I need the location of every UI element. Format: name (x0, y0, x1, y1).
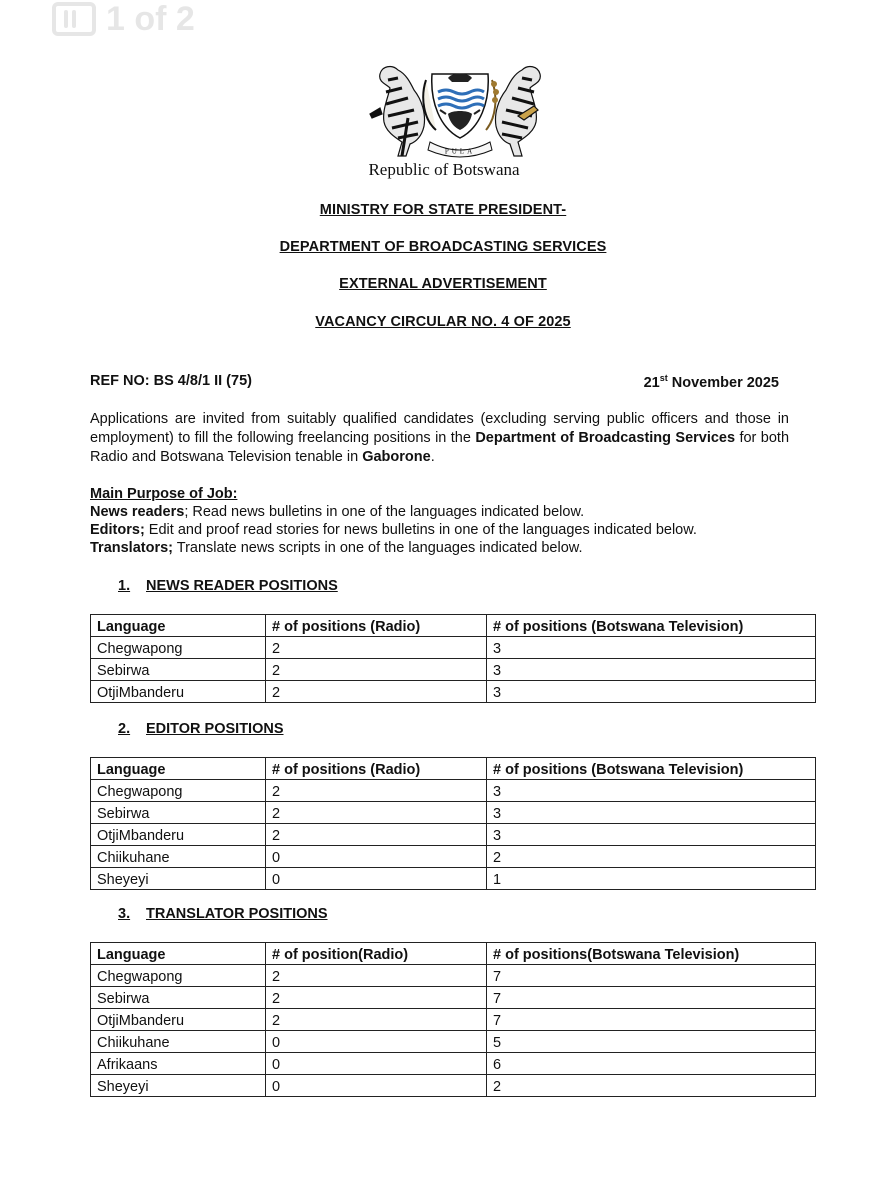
pages-icon (52, 2, 96, 36)
table-row (91, 659, 816, 681)
table-cell: 2 (266, 681, 487, 703)
city-name: Gaborone (362, 449, 431, 465)
advert-type-heading: EXTERNAL ADVERTISEMENT (339, 276, 547, 292)
table-cell: 2 (266, 780, 487, 802)
table-row (91, 1009, 816, 1031)
table-header-row (91, 758, 816, 780)
table-cell: 2 (266, 1009, 487, 1031)
table-cell: OtjiMbanderu (91, 1009, 266, 1031)
table-cell: 0 (266, 1053, 487, 1075)
purpose-item: Editors; Edit and proof read stories for news bulletins in one of the languages indicated below. (90, 522, 697, 538)
table-cell: 0 (266, 868, 487, 890)
news-reader-table (90, 614, 816, 703)
table-cell: 3 (487, 659, 816, 681)
table-cell: 5 (487, 1031, 816, 1053)
circular-heading: VACANCY CIRCULAR NO. 4 OF 2025 (315, 314, 571, 330)
table-cell: 2 (266, 987, 487, 1009)
table-cell: 2 (266, 637, 487, 659)
section-title: 1. NEWS READER POSITIONS (118, 578, 338, 594)
table-cell: Sheyeyi (91, 1075, 266, 1097)
table-cell: Chegwapong (91, 780, 266, 802)
table-cell: Sheyeyi (91, 868, 266, 890)
table-cell: Afrikaans (91, 1053, 266, 1075)
table-row (91, 780, 816, 802)
table-header-row (91, 943, 816, 965)
table-cell: Sebirwa (91, 987, 266, 1009)
column-header: # of position(Radio) (266, 943, 487, 965)
table-cell: 0 (266, 1031, 487, 1053)
table-cell: OtjiMbanderu (91, 681, 266, 703)
reference-number: REF NO: BS 4/8/1 II (75) (90, 373, 252, 389)
page-indicator-text: 1 of 2 (106, 0, 195, 38)
table-cell: Chegwapong (91, 637, 266, 659)
table-row (91, 681, 816, 703)
table-cell: Chiikuhane (91, 846, 266, 868)
column-header: # of positions (Radio) (266, 615, 487, 637)
table-cell: 2 (266, 659, 487, 681)
column-header: # of positions (Botswana Television) (487, 758, 816, 780)
purpose-item: Translators; Translate news scripts in one of the languages indicated below. (90, 540, 583, 556)
reference-row (90, 373, 779, 391)
column-header: # of positions (Botswana Television) (487, 615, 816, 637)
table-cell: 3 (487, 824, 816, 846)
intro-paragraph: Applications are invited from suitably qualified candidates (excluding serving public officers and those in employment) to fill the following freelancing positions in the Department of Broadcasting Services for both Radio and Botswana Television tenable in Gaborone. (90, 411, 790, 465)
table-row (91, 824, 816, 846)
motto-text: PULA (444, 147, 476, 156)
section-title: 3. TRANSLATOR POSITIONS (118, 906, 328, 922)
table-cell: Chiikuhane (91, 1031, 266, 1053)
table-cell: 7 (487, 987, 816, 1009)
purpose-item: News readers; Read news bulletins in one of the languages indicated below. (90, 504, 585, 520)
table-cell: 0 (266, 1075, 487, 1097)
ministry-heading: MINISTRY FOR STATE PRESIDENT- (319, 202, 567, 218)
table-row (91, 1075, 816, 1097)
table-cell: OtjiMbanderu (91, 824, 266, 846)
country-name: Republic of Botswana (368, 160, 520, 179)
job-purpose (90, 485, 810, 557)
table-cell: 2 (487, 1075, 816, 1097)
circular-date: 21st November 2025 (643, 373, 779, 391)
table-cell: Sebirwa (91, 802, 266, 824)
translator-table (90, 942, 816, 1097)
page-indicator (52, 0, 195, 38)
purpose-heading: Main Purpose of Job: (90, 486, 238, 502)
section-title: 2. EDITOR POSITIONS (118, 721, 284, 737)
table-row (91, 1031, 816, 1053)
table-cell: 2 (266, 824, 487, 846)
column-header: # of positions (Radio) (266, 758, 487, 780)
table-row (91, 802, 816, 824)
table-cell: Sebirwa (91, 659, 266, 681)
editor-table (90, 757, 816, 890)
column-header: Language (91, 943, 266, 965)
table-cell: 3 (487, 681, 816, 703)
table-cell: 6 (487, 1053, 816, 1075)
department-name: Department of Broadcasting Services (475, 430, 736, 446)
table-cell: 0 (266, 846, 487, 868)
table-cell: 7 (487, 965, 816, 987)
table-row (91, 987, 816, 1009)
table-cell: 3 (487, 780, 816, 802)
table-row (91, 846, 816, 868)
table-cell: Chegwapong (91, 965, 266, 987)
column-header: Language (91, 615, 266, 637)
table-cell: 2 (266, 802, 487, 824)
department-heading: DEPARTMENT OF BROADCASTING SERVICES (279, 239, 607, 255)
table-cell: 2 (487, 846, 816, 868)
table-cell: 1 (487, 868, 816, 890)
table-header-row (91, 615, 816, 637)
table-cell: 2 (266, 965, 487, 987)
botswana-coat-of-arms-icon (368, 58, 552, 162)
table-cell: 7 (487, 1009, 816, 1031)
table-cell: 3 (487, 637, 816, 659)
table-row (91, 637, 816, 659)
table-row (91, 868, 816, 890)
table-cell: 3 (487, 802, 816, 824)
table-row (91, 1053, 816, 1075)
column-header: Language (91, 758, 266, 780)
table-row (91, 965, 816, 987)
column-header: # of positions(Botswana Television) (487, 943, 816, 965)
